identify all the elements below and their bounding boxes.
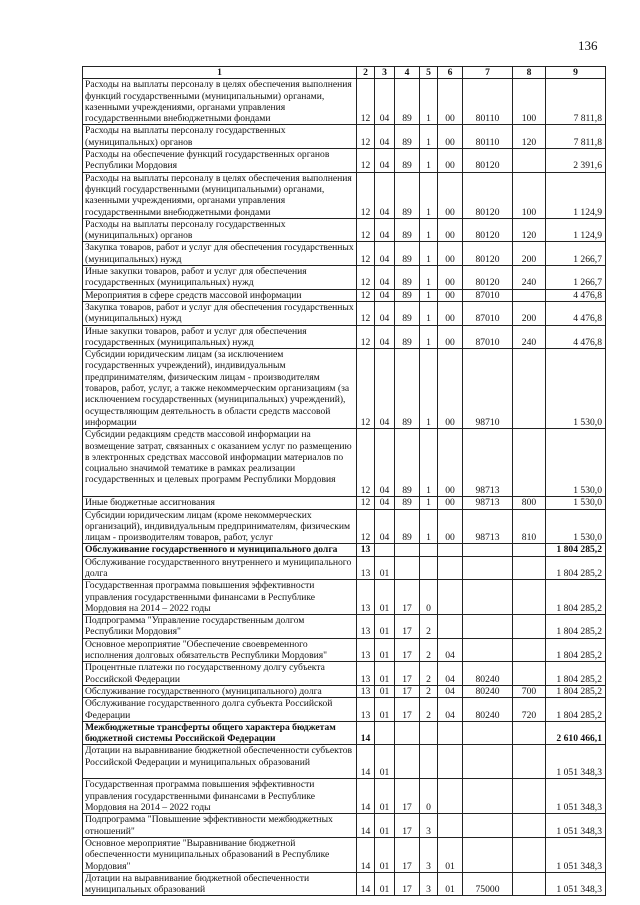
code-subprogram [420, 544, 438, 556]
code-expense-type: 120 [513, 218, 546, 242]
code-activity [438, 814, 463, 838]
code-direction: 75000 [463, 872, 513, 896]
code-subprogram: 1 [420, 301, 438, 325]
table-row [83, 779, 606, 814]
code-expense-type [513, 837, 546, 872]
code-subsection: 01 [375, 698, 395, 722]
row-description: Обслуживание государственного (муниципального) долга [83, 685, 357, 697]
amount: 1 804 285,2 [546, 544, 606, 556]
code-section: 12 [357, 301, 375, 325]
code-activity: 00 [438, 497, 463, 509]
code-direction: 80110 [463, 125, 513, 149]
code-program: 89 [395, 266, 420, 290]
code-program: 17 [395, 814, 420, 838]
code-activity: 01 [438, 872, 463, 896]
code-program [395, 745, 420, 779]
column-header: 8 [513, 67, 546, 79]
code-activity: 00 [438, 125, 463, 149]
column-header: 5 [420, 67, 438, 79]
table-row [83, 814, 606, 838]
code-program: 17 [395, 872, 420, 896]
code-expense-type [513, 149, 546, 173]
code-program: 89 [395, 79, 420, 125]
code-activity [438, 556, 463, 580]
code-subprogram: 1 [420, 325, 438, 349]
code-section: 12 [357, 149, 375, 173]
code-subprogram: 1 [420, 149, 438, 173]
code-subsection: 01 [375, 745, 395, 779]
column-header: 7 [463, 67, 513, 79]
row-description: Субсидии редакциям средств массовой информации на возмещение затрат, связанных с оказанием услуг по размещению в электронных средствах массовой информации материалов по социально значимой тематике в рамках реализации государственных и целевых программ Республики Мордовия [83, 429, 357, 497]
row-description: Процентные платежи по государственному долгу субъекта Российской Федерации [83, 662, 357, 686]
amount: 1 266,7 [546, 242, 606, 266]
code-subsection: 04 [375, 266, 395, 290]
code-activity [438, 615, 463, 639]
code-direction: 87010 [463, 301, 513, 325]
code-direction: 80120 [463, 149, 513, 173]
amount: 1 051 348,3 [546, 837, 606, 872]
code-subprogram: 2 [420, 698, 438, 722]
amount: 1 051 348,3 [546, 872, 606, 896]
code-expense-type [513, 745, 546, 779]
table-row [83, 79, 606, 125]
row-description: Расходы на выплаты персоналу государственных (муниципальных) органов [83, 218, 357, 242]
row-description: Обслуживание государственного долга субъекта Российской Федерации [83, 698, 357, 722]
code-subprogram: 2 [420, 615, 438, 639]
code-activity [438, 745, 463, 779]
table-row [83, 745, 606, 779]
amount: 1 124,9 [546, 172, 606, 218]
code-expense-type [513, 779, 546, 814]
code-section: 13 [357, 685, 375, 697]
code-expense-type: 120 [513, 125, 546, 149]
code-direction: 98713 [463, 429, 513, 497]
row-description: Дотации на выравнивание бюджетной обеспеченности субъектов Российской Федерации и муниципальных образований [83, 745, 357, 779]
code-activity: 04 [438, 685, 463, 697]
row-description: Государственная программа повышения эффективности управления государственными финансами в Республике Мордовия на 2014 – 2022 годы [83, 779, 357, 814]
amount: 1 804 285,2 [546, 698, 606, 722]
code-expense-type: 240 [513, 325, 546, 349]
code-subprogram [420, 745, 438, 779]
table-row [83, 872, 606, 896]
code-direction [463, 556, 513, 580]
code-section: 12 [357, 349, 375, 429]
code-activity: 01 [438, 837, 463, 872]
code-subprogram: 1 [420, 509, 438, 544]
code-subsection: 01 [375, 814, 395, 838]
amount: 1 051 348,3 [546, 779, 606, 814]
code-activity: 00 [438, 242, 463, 266]
table-row [83, 149, 606, 173]
code-activity: 00 [438, 349, 463, 429]
table-row [83, 289, 606, 301]
amount: 1 266,7 [546, 266, 606, 290]
code-subprogram: 1 [420, 289, 438, 301]
code-subprogram: 1 [420, 266, 438, 290]
code-direction: 98713 [463, 497, 513, 509]
code-program: 89 [395, 242, 420, 266]
row-description: Обслуживание государственного и муниципального долга [83, 544, 357, 556]
code-activity: 00 [438, 172, 463, 218]
code-activity: 00 [438, 509, 463, 544]
code-subsection [375, 544, 395, 556]
code-subprogram: 1 [420, 242, 438, 266]
code-program: 89 [395, 172, 420, 218]
code-expense-type [513, 872, 546, 896]
code-section: 13 [357, 638, 375, 662]
row-description: Расходы на выплаты персоналу в целях обеспечения выполнения функций государственными (муниципальными) органами, казенными учреждениями, органами управления государственными внебюджетными фондами [83, 79, 357, 125]
code-activity: 00 [438, 289, 463, 301]
code-activity: 00 [438, 325, 463, 349]
code-expense-type [513, 721, 546, 745]
amount: 1 804 285,2 [546, 580, 606, 615]
row-description: Межбюджетные трансферты общего характера бюджетам бюджетной системы Российской Федерации [83, 721, 357, 745]
amount: 1 124,9 [546, 218, 606, 242]
table-row [83, 509, 606, 544]
code-program: 89 [395, 149, 420, 173]
code-expense-type [513, 814, 546, 838]
code-subprogram: 3 [420, 837, 438, 872]
code-direction [463, 721, 513, 745]
code-subprogram: 1 [420, 349, 438, 429]
table-row [83, 580, 606, 615]
amount: 1 530,0 [546, 509, 606, 544]
code-expense-type: 700 [513, 685, 546, 697]
page-number: 136 [578, 38, 598, 53]
code-program: 89 [395, 325, 420, 349]
code-program: 17 [395, 580, 420, 615]
code-activity [438, 544, 463, 556]
table-header-row [83, 67, 606, 79]
code-program [395, 544, 420, 556]
code-section: 13 [357, 580, 375, 615]
code-activity: 00 [438, 266, 463, 290]
code-subsection: 01 [375, 662, 395, 686]
code-subsection: 04 [375, 497, 395, 509]
amount: 1 804 285,2 [546, 685, 606, 697]
code-subsection: 04 [375, 172, 395, 218]
table-row [83, 615, 606, 639]
row-description: Расходы на обеспечение функций государственных органов Республики Мордовия [83, 149, 357, 173]
code-subprogram: 1 [420, 218, 438, 242]
code-expense-type: 200 [513, 242, 546, 266]
code-direction: 80120 [463, 218, 513, 242]
code-section: 14 [357, 872, 375, 896]
code-section: 12 [357, 509, 375, 544]
code-direction [463, 745, 513, 779]
code-section: 14 [357, 779, 375, 814]
code-subsection: 04 [375, 149, 395, 173]
code-subprogram: 0 [420, 580, 438, 615]
code-section: 14 [357, 745, 375, 779]
table-row [83, 721, 606, 745]
code-activity: 04 [438, 638, 463, 662]
code-program: 17 [395, 779, 420, 814]
amount: 1 051 348,3 [546, 814, 606, 838]
code-section: 12 [357, 79, 375, 125]
table-row [83, 556, 606, 580]
code-subprogram: 1 [420, 172, 438, 218]
code-program: 17 [395, 698, 420, 722]
code-program: 17 [395, 638, 420, 662]
code-subprogram: 1 [420, 429, 438, 497]
column-header: 6 [438, 67, 463, 79]
column-header: 4 [395, 67, 420, 79]
code-subsection: 04 [375, 301, 395, 325]
code-activity: 00 [438, 149, 463, 173]
row-description: Иные бюджетные ассигнования [83, 497, 357, 509]
row-description: Субсидии юридическим лицам (за исключением государственных учреждений), индивидуальным предпринимателям, физическим лицам - производителям товаров, работ, услуг, а также некоммерческим организациям (за исключением государственных (муниципальных) учреждений), осуществляющим деятельность в области средств массовой информации [83, 349, 357, 429]
amount: 2 391,6 [546, 149, 606, 173]
code-direction [463, 615, 513, 639]
code-subprogram: 2 [420, 662, 438, 686]
row-description: Дотации на выравнивание бюджетной обеспеченности муниципальных образований [83, 872, 357, 896]
code-program: 17 [395, 837, 420, 872]
code-section: 12 [357, 429, 375, 497]
code-program: 89 [395, 429, 420, 497]
code-direction: 98713 [463, 509, 513, 544]
row-description: Субсидии юридическим лицам (кроме некоммерческих организаций), индивидуальным предпринимателям, физическим лицам - производителям товаров, работ, услуг [83, 509, 357, 544]
code-program: 89 [395, 509, 420, 544]
code-direction [463, 544, 513, 556]
code-section: 12 [357, 289, 375, 301]
code-direction: 87010 [463, 325, 513, 349]
code-expense-type [513, 429, 546, 497]
code-subprogram: 2 [420, 638, 438, 662]
code-activity: 04 [438, 662, 463, 686]
code-program: 89 [395, 125, 420, 149]
table-row [83, 301, 606, 325]
table-row [83, 172, 606, 218]
code-section: 14 [357, 837, 375, 872]
code-program: 89 [395, 301, 420, 325]
code-section: 13 [357, 544, 375, 556]
code-subprogram: 3 [420, 814, 438, 838]
amount: 4 476,8 [546, 325, 606, 349]
code-subprogram: 1 [420, 497, 438, 509]
amount: 7 811,8 [546, 79, 606, 125]
code-expense-type: 810 [513, 509, 546, 544]
row-description: Иные закупки товаров, работ и услуг для обеспечения государственных (муниципальных) нужд [83, 325, 357, 349]
code-subsection: 01 [375, 779, 395, 814]
amount: 2 610 466,1 [546, 721, 606, 745]
table-row [83, 125, 606, 149]
table-row [83, 349, 606, 429]
code-expense-type: 100 [513, 79, 546, 125]
code-subprogram [420, 556, 438, 580]
code-expense-type [513, 289, 546, 301]
code-activity: 04 [438, 698, 463, 722]
code-expense-type: 240 [513, 266, 546, 290]
code-program: 89 [395, 349, 420, 429]
row-description: Государственная программа повышения эффективности управления государственными финансами в Республике Мордовия на 2014 – 2022 годы [83, 580, 357, 615]
code-subsection: 01 [375, 556, 395, 580]
code-activity: 00 [438, 79, 463, 125]
code-program: 17 [395, 662, 420, 686]
code-subsection: 04 [375, 289, 395, 301]
code-direction: 80110 [463, 79, 513, 125]
column-header: 9 [546, 67, 606, 79]
code-subsection: 04 [375, 349, 395, 429]
code-activity: 00 [438, 301, 463, 325]
code-subsection: 04 [375, 218, 395, 242]
code-expense-type: 200 [513, 301, 546, 325]
code-subprogram [420, 721, 438, 745]
amount: 7 811,8 [546, 125, 606, 149]
amount: 1 530,0 [546, 497, 606, 509]
row-description: Подпрограмма "Управление государственным долгом Республики Мордовия" [83, 615, 357, 639]
code-section: 12 [357, 266, 375, 290]
table-row [83, 497, 606, 509]
code-direction [463, 580, 513, 615]
table-row [83, 698, 606, 722]
code-subsection: 01 [375, 615, 395, 639]
code-direction: 80240 [463, 698, 513, 722]
code-expense-type: 720 [513, 698, 546, 722]
code-direction: 80240 [463, 685, 513, 697]
table-row [83, 638, 606, 662]
table-row [83, 685, 606, 697]
code-direction: 80120 [463, 172, 513, 218]
code-section: 13 [357, 556, 375, 580]
code-subsection: 01 [375, 837, 395, 872]
code-section: 12 [357, 172, 375, 218]
code-subsection: 04 [375, 79, 395, 125]
amount: 1 051 348,3 [546, 745, 606, 779]
row-description: Закупка товаров, работ и услуг для обеспечения государственных (муниципальных) нужд [83, 242, 357, 266]
code-section: 12 [357, 125, 375, 149]
code-section: 12 [357, 242, 375, 266]
table-row [83, 325, 606, 349]
table-row [83, 662, 606, 686]
code-expense-type [513, 662, 546, 686]
code-direction: 98710 [463, 349, 513, 429]
code-section: 13 [357, 698, 375, 722]
column-header: 3 [375, 67, 395, 79]
amount: 4 476,8 [546, 289, 606, 301]
amount: 4 476,8 [546, 301, 606, 325]
code-subsection: 04 [375, 242, 395, 266]
code-section: 13 [357, 615, 375, 639]
row-description: Иные закупки товаров, работ и услуг для обеспечения государственных (муниципальных) нужд [83, 266, 357, 290]
code-direction: 80240 [463, 662, 513, 686]
code-subprogram: 3 [420, 872, 438, 896]
table-row [83, 544, 606, 556]
code-expense-type: 800 [513, 497, 546, 509]
amount: 1 804 285,2 [546, 662, 606, 686]
code-subsection: 04 [375, 429, 395, 497]
code-subprogram: 1 [420, 79, 438, 125]
code-subprogram: 2 [420, 685, 438, 697]
row-description: Расходы на выплаты персоналу в целях обеспечения выполнения функций государственными (муниципальными) органами, казенными учреждениями, органами управления государственными внебюджетными фондами [83, 172, 357, 218]
table-row [83, 218, 606, 242]
row-description: Мероприятия в сфере средств массовой информации [83, 289, 357, 301]
row-description: Закупка товаров, работ и услуг для обеспечения государственных (муниципальных) нужд [83, 301, 357, 325]
code-section: 13 [357, 662, 375, 686]
row-description: Основное мероприятие "Выравнивание бюджетной обеспеченности муниципальных образований в Республике Мордовия" [83, 837, 357, 872]
code-direction [463, 638, 513, 662]
amount: 1 804 285,2 [546, 556, 606, 580]
code-subsection: 01 [375, 872, 395, 896]
code-subprogram: 1 [420, 125, 438, 149]
code-program: 89 [395, 289, 420, 301]
code-expense-type [513, 544, 546, 556]
code-activity [438, 779, 463, 814]
code-direction [463, 837, 513, 872]
code-section: 14 [357, 814, 375, 838]
code-section: 12 [357, 325, 375, 349]
code-direction: 80120 [463, 266, 513, 290]
row-description: Обслуживание государственного внутреннего и муниципального долга [83, 556, 357, 580]
column-header: 2 [357, 67, 375, 79]
code-subsection: 04 [375, 509, 395, 544]
code-expense-type [513, 349, 546, 429]
table-row [83, 242, 606, 266]
amount: 1 804 285,2 [546, 615, 606, 639]
amount: 1 530,0 [546, 429, 606, 497]
code-program: 89 [395, 497, 420, 509]
table-row [83, 266, 606, 290]
code-section: 12 [357, 497, 375, 509]
code-program: 89 [395, 218, 420, 242]
code-direction [463, 814, 513, 838]
code-activity [438, 580, 463, 615]
table-row [83, 837, 606, 872]
code-subsection: 01 [375, 685, 395, 697]
table-row [83, 429, 606, 497]
code-expense-type [513, 580, 546, 615]
code-subsection: 01 [375, 638, 395, 662]
row-description: Основное мероприятие "Обеспечение своевременного исполнения долговых обязательств Республики Мордовия" [83, 638, 357, 662]
code-direction [463, 779, 513, 814]
amount: 1 530,0 [546, 349, 606, 429]
code-activity [438, 721, 463, 745]
code-activity: 00 [438, 429, 463, 497]
budget-table [82, 66, 606, 896]
row-description: Подпрограмма "Повышение эффективности межбюджетных отношений" [83, 814, 357, 838]
code-program: 17 [395, 685, 420, 697]
code-expense-type [513, 615, 546, 639]
row-description: Расходы на выплаты персоналу государственных (муниципальных) органов [83, 125, 357, 149]
code-expense-type [513, 638, 546, 662]
code-direction: 87010 [463, 289, 513, 301]
code-subprogram: 0 [420, 779, 438, 814]
code-activity: 00 [438, 218, 463, 242]
code-program: 17 [395, 615, 420, 639]
column-header: 1 [83, 67, 357, 79]
code-subsection: 04 [375, 325, 395, 349]
code-subsection [375, 721, 395, 745]
code-section: 14 [357, 721, 375, 745]
code-section: 12 [357, 218, 375, 242]
code-expense-type: 100 [513, 172, 546, 218]
code-program [395, 556, 420, 580]
code-program [395, 721, 420, 745]
code-subsection: 04 [375, 125, 395, 149]
code-expense-type [513, 556, 546, 580]
code-direction: 80120 [463, 242, 513, 266]
code-subsection: 01 [375, 580, 395, 615]
amount: 1 804 285,2 [546, 638, 606, 662]
